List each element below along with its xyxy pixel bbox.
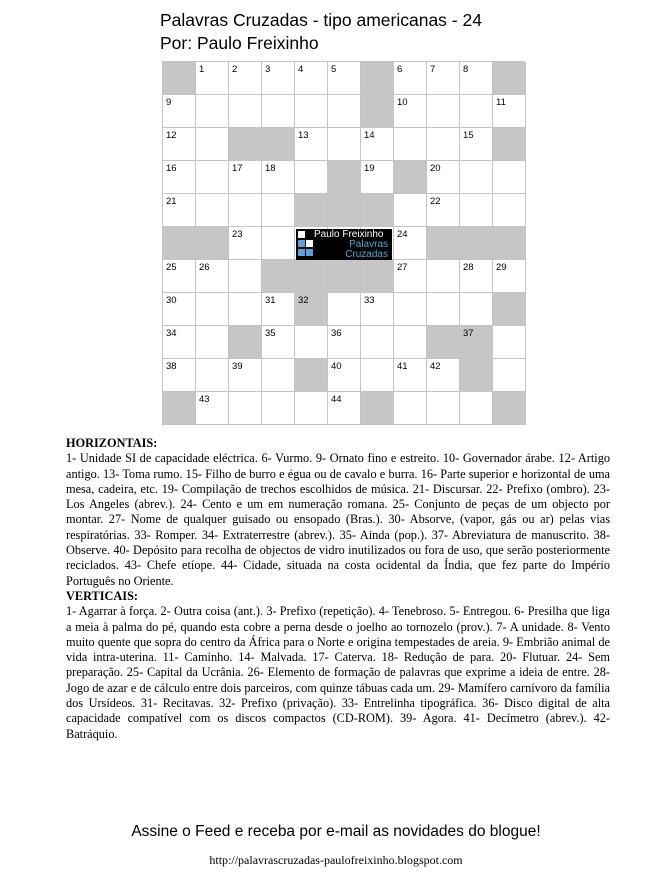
- grid-black-cell: [361, 194, 394, 227]
- clue-number: 27: [397, 262, 408, 273]
- puzzle-title: Palavras Cruzadas - tipo americanas - 24: [160, 10, 482, 30]
- grid-cell[interactable]: [262, 62, 295, 95]
- grid-cell[interactable]: [163, 194, 196, 227]
- grid-cell[interactable]: [427, 161, 460, 194]
- grid-cell[interactable]: [262, 194, 295, 227]
- grid-cell[interactable]: [460, 260, 493, 293]
- grid-cell[interactable]: [262, 293, 295, 326]
- grid-cell[interactable]: [262, 392, 295, 425]
- clue-number: 33: [364, 295, 375, 306]
- grid-black-cell: [295, 194, 328, 227]
- clue-number: 26: [199, 262, 210, 273]
- grid-cell[interactable]: [262, 326, 295, 359]
- clue-number: 35: [265, 328, 276, 339]
- grid-cell[interactable]: [427, 194, 460, 227]
- grid-cell[interactable]: [295, 62, 328, 95]
- grid-black-cell: [163, 227, 196, 260]
- grid-cell[interactable]: [460, 392, 493, 425]
- grid-cell[interactable]: [295, 128, 328, 161]
- grid-cell[interactable]: [295, 95, 328, 128]
- grid-cell[interactable]: [163, 326, 196, 359]
- clue-number: 9: [166, 97, 172, 108]
- logo-author-name: Paulo Freixinho: [314, 229, 384, 240]
- grid-cell[interactable]: [262, 359, 295, 392]
- grid-black-cell: [262, 260, 295, 293]
- grid-black-cell: [493, 227, 526, 260]
- grid-cell[interactable]: [163, 359, 196, 392]
- clue-number: 18: [265, 163, 276, 174]
- horizontal-clues: 1- Unidade SI de capacidade eléctrica. 6- Vurmo. 9- Ornato fino e estreito. 10- Governador árabe. 12- Artigo antigo. 13- Toma rumo. 15- Filho de burro e égua ou de cavalo e burra. 16- Parte superior e horizontal de uma mesa, cadeira, etc. 19- Compilação de trechos escolhidos de música. 21- Discursar. 22- Prefixo (ombro). 23- Los Angeles (abrev.). 24- Cento e um em numeração romana. 25- Conjunto de peças de um objecto por montar. 27- Nome de qualquer guisado ou ensopado (Bras.). 30- Absorve, (vapor, gás ou ar) pelas vias respiratórias. 33- Romper. 34- Extraterrestre (abrev.). 35- Ainda (pop.). 37- Abreviatura de manuscrito. 38- Observe. 40- Depósito para recolha de objectos de vidro inutilizados ou fora de uso, que serão posteriormente reciclados. 43- Chefe etíope. 44- Cidade, situada na costa ocidental da Índia, que fez parte do Império Português no Oriente.: [66, 451, 610, 588]
- grid-cell[interactable]: [394, 62, 427, 95]
- clue-number: 10: [397, 97, 408, 108]
- grid-cell[interactable]: [394, 359, 427, 392]
- grid-cell[interactable]: [295, 161, 328, 194]
- clue-number: 6: [397, 64, 403, 75]
- grid-cell[interactable]: [427, 359, 460, 392]
- grid-cell[interactable]: [163, 128, 196, 161]
- grid-black-cell: [328, 194, 361, 227]
- clue-number: 2: [232, 64, 238, 75]
- grid-cell[interactable]: [427, 260, 460, 293]
- grid-black-cell: [460, 227, 493, 260]
- grid-black-cell: [460, 359, 493, 392]
- page-title: [160, 9, 482, 55]
- grid-black-cell: [394, 161, 427, 194]
- grid-cell[interactable]: [229, 392, 262, 425]
- grid-cell[interactable]: [163, 260, 196, 293]
- grid-black-cell: [295, 359, 328, 392]
- logo-line-cruzadas: Cruzadas: [345, 249, 388, 260]
- grid-cell[interactable]: [460, 95, 493, 128]
- clue-number: 12: [166, 130, 177, 141]
- blog-url-link[interactable]: http://palavrascruzadas-paulofreixinho.blogspot.com: [209, 853, 463, 867]
- clue-number: 17: [232, 163, 243, 174]
- author-logo: [296, 229, 392, 260]
- grid-black-cell: [493, 128, 526, 161]
- clue-number: 43: [199, 394, 210, 405]
- grid-cell[interactable]: [460, 128, 493, 161]
- grid-cell[interactable]: [460, 293, 493, 326]
- grid-cell[interactable]: [196, 62, 229, 95]
- grid-cell[interactable]: [262, 227, 295, 260]
- clue-number: 11: [496, 97, 506, 108]
- grid-cell[interactable]: [196, 260, 229, 293]
- clue-number: 22: [430, 196, 441, 207]
- grid-black-cell: [262, 128, 295, 161]
- logo-line-palavras: Palavras: [349, 239, 388, 250]
- grid-cell[interactable]: [328, 128, 361, 161]
- clue-number: 16: [166, 163, 177, 174]
- clue-number: 34: [166, 328, 177, 339]
- grid-black-cell: [427, 326, 460, 359]
- clue-number: 3: [265, 64, 271, 75]
- clue-number: 21: [166, 196, 177, 207]
- logo-square: [306, 240, 313, 247]
- grid-cell[interactable]: [394, 95, 427, 128]
- clue-number: 20: [430, 163, 441, 174]
- grid-black-cell: [361, 62, 394, 95]
- grid-black-cell: [493, 392, 526, 425]
- grid-cell[interactable]: [394, 293, 427, 326]
- clue-number: 8: [463, 64, 469, 75]
- clue-number: 40: [331, 361, 342, 372]
- grid-cell[interactable]: [394, 260, 427, 293]
- grid-black-cell: [328, 161, 361, 194]
- grid-cell[interactable]: [229, 161, 262, 194]
- grid-cell[interactable]: [394, 194, 427, 227]
- grid-cell[interactable]: [460, 194, 493, 227]
- clue-number: 32: [298, 295, 309, 306]
- clue-number: 1: [199, 64, 205, 75]
- grid-cell[interactable]: [361, 359, 394, 392]
- grid-cell[interactable]: [361, 326, 394, 359]
- grid-cell[interactable]: [394, 392, 427, 425]
- grid-black-cell: [427, 227, 460, 260]
- logo-square: [306, 249, 313, 256]
- grid-cell[interactable]: [196, 128, 229, 161]
- clue-number: 19: [364, 163, 375, 174]
- clue-number: 28: [463, 262, 474, 273]
- grid-cell[interactable]: [493, 326, 526, 359]
- grid-cell[interactable]: [295, 392, 328, 425]
- puzzle-author: Por: Paulo Freixinho: [160, 33, 319, 53]
- grid-black-cell: [460, 326, 493, 359]
- horizontal-heading: HORIZONTAIS:: [66, 436, 158, 450]
- grid-cell[interactable]: [328, 392, 361, 425]
- grid-cell[interactable]: [427, 293, 460, 326]
- grid-cell[interactable]: [493, 359, 526, 392]
- grid-black-cell: [493, 62, 526, 95]
- grid-cell[interactable]: [460, 62, 493, 95]
- clue-number: 14: [364, 130, 375, 141]
- clue-number: 36: [331, 328, 342, 339]
- grid-cell[interactable]: [361, 161, 394, 194]
- grid-cell[interactable]: [196, 392, 229, 425]
- grid-cell[interactable]: [229, 293, 262, 326]
- clues-section: [66, 436, 610, 742]
- grid-cell[interactable]: [163, 293, 196, 326]
- grid-black-cell: [361, 95, 394, 128]
- grid-black-cell: [229, 128, 262, 161]
- grid-cell[interactable]: [328, 95, 361, 128]
- grid-cell[interactable]: [196, 95, 229, 128]
- grid-cell[interactable]: [196, 359, 229, 392]
- grid-cell[interactable]: [196, 326, 229, 359]
- grid-cell[interactable]: [328, 326, 361, 359]
- grid-cell[interactable]: [427, 128, 460, 161]
- clue-number: 24: [397, 229, 408, 240]
- vertical-heading: VERTICAIS:: [66, 588, 138, 603]
- grid-cell[interactable]: [328, 359, 361, 392]
- clue-number: 41: [397, 361, 408, 372]
- logo-square: [298, 240, 305, 247]
- grid-black-cell: [295, 293, 328, 326]
- logo-square: [298, 249, 305, 256]
- grid-cell[interactable]: [361, 128, 394, 161]
- grid-black-cell: [361, 392, 394, 425]
- clue-number: 25: [166, 262, 177, 273]
- grid-cell[interactable]: [493, 161, 526, 194]
- grid-cell[interactable]: [427, 62, 460, 95]
- clue-number: 29: [496, 262, 507, 273]
- grid-cell[interactable]: [196, 161, 229, 194]
- clue-number: 5: [331, 64, 337, 75]
- grid-cell[interactable]: [394, 227, 427, 260]
- grid-cell[interactable]: [229, 260, 262, 293]
- clue-number: 44: [331, 394, 342, 405]
- grid-cell[interactable]: [328, 293, 361, 326]
- clue-number: 38: [166, 361, 177, 372]
- grid-cell[interactable]: [229, 194, 262, 227]
- logo-square: [306, 231, 313, 238]
- grid-black-cell: [163, 62, 196, 95]
- grid-cell[interactable]: [427, 95, 460, 128]
- grid-cell[interactable]: [394, 326, 427, 359]
- grid-cell[interactable]: [229, 62, 262, 95]
- grid-black-cell: [295, 260, 328, 293]
- grid-cell[interactable]: [361, 293, 394, 326]
- grid-cell[interactable]: [493, 95, 526, 128]
- clue-number: 23: [232, 229, 243, 240]
- grid-black-cell: [328, 260, 361, 293]
- grid-cell[interactable]: [163, 95, 196, 128]
- grid-black-cell: [361, 260, 394, 293]
- clue-number: 4: [298, 64, 304, 75]
- feed-promo-text: Assine o Feed e receba por e-mail as novidades do blogue!: [131, 823, 541, 840]
- grid-cell[interactable]: [328, 62, 361, 95]
- clue-number: 13: [298, 130, 309, 141]
- grid-cell[interactable]: [493, 260, 526, 293]
- grid-black-cell: [163, 392, 196, 425]
- clue-number: 30: [166, 295, 177, 306]
- grid-cell[interactable]: [229, 227, 262, 260]
- grid-cell[interactable]: [163, 161, 196, 194]
- grid-cell[interactable]: [262, 95, 295, 128]
- clue-number: 42: [430, 361, 441, 372]
- grid-cell[interactable]: [460, 161, 493, 194]
- grid-cell[interactable]: [196, 293, 229, 326]
- clue-number: 31: [265, 295, 276, 306]
- grid-cell[interactable]: [493, 194, 526, 227]
- grid-cell[interactable]: [229, 359, 262, 392]
- clue-number: 37: [463, 328, 474, 339]
- grid-black-cell: [196, 227, 229, 260]
- grid-cell[interactable]: [229, 95, 262, 128]
- vertical-clues: 1- Agarrar à força. 2- Outra coisa (ant.). 3- Prefixo (repetição). 4- Tenebroso. 5- Entregou. 6- Presilha que liga a meia à palma do pé, quando esta cobre a perna desde o joelho ao tornozelo (prov.). 7- A unidade. 8- Vento muito quente que sopra do centro da África para o Norte e origina tempestades de areia. 9- Embrião animal de vida intra-uterina. 11- Caminho. 14- Malvada. 17- Caterva. 18- Redução de para. 20- Flutuar. 24- Sem preparação. 25- Capital da Ucrânia. 26- Elemento de formação de palavras que exprime a ideia de entre. 28- Jogo de azar e de cálculo entre dois parceiros, com quinze tábuas cada um. 29- Mamífero carnívoro da família dos Ursídeos. 31- Recitavas. 32- Prefixo (privação). 33- Entrelinha tipográfica. 36- Disco digital de alta capacidade compatível com os discos compactos (CD-ROM). 39- Agora. 41- Decímetro (abrev.). 42- Batráquio.: [66, 604, 610, 741]
- grid-cell[interactable]: [427, 392, 460, 425]
- clue-number: 39: [232, 361, 243, 372]
- clue-number: 7: [430, 64, 436, 75]
- grid-cell[interactable]: [394, 128, 427, 161]
- grid-cell[interactable]: [295, 326, 328, 359]
- grid-black-cell: [229, 326, 262, 359]
- grid-cell[interactable]: [196, 194, 229, 227]
- logo-square: [298, 231, 305, 238]
- grid-black-cell: [493, 293, 526, 326]
- clue-number: 15: [463, 130, 474, 141]
- grid-cell[interactable]: [262, 161, 295, 194]
